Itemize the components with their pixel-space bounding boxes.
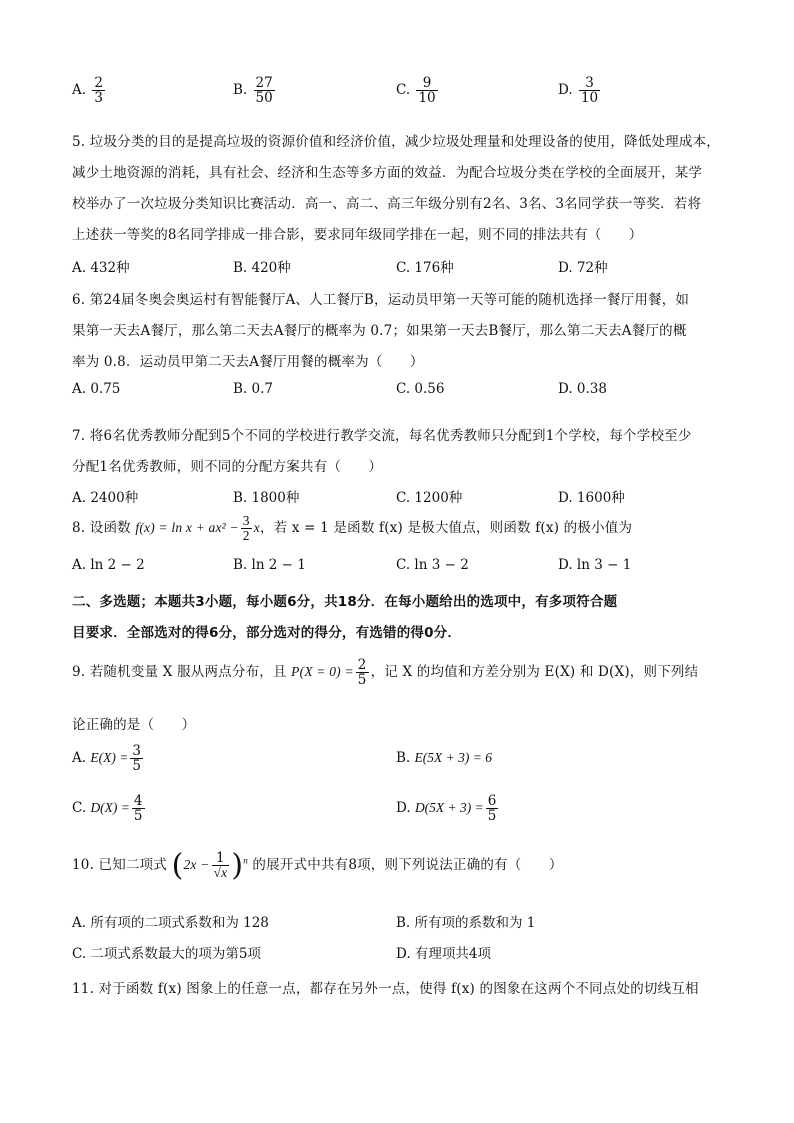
q9-option-a: A. E(X) = $\frac{3}{5}$ — [72, 743, 141, 775]
q6-option-a: A. 0.75 — [72, 381, 121, 397]
q11-line: 11. 对于函数 f(x) 图象上的任意一点，都存在另外一点，使得 f(x) 的图象在这两个不同点处的切线互相 — [72, 981, 699, 997]
q8-option-b: B. ln 2 − 1 — [233, 557, 306, 573]
q7-option-a: A. 2400种 — [72, 490, 139, 506]
section-2-line: 目要求．全部选对的得6分，部分选对的得分，有选错的得0分． — [72, 625, 462, 641]
q8-option-a: A. ln 2 − 2 — [72, 557, 145, 573]
q8-stem: 8. 设函数 f(x) = ln x + ax² − $\frac{3}{2}$ x，若 x = 1 是函数 f(x) 是极大值点，则函数 f(x) 的极小值为 — [72, 513, 633, 544]
q6-option-b: B. 0.7 — [233, 381, 273, 397]
q4-option-d: D. $\frac{3}{10}$ — [558, 75, 599, 107]
q9-stem-line2: 论正确的是（ ） — [72, 717, 196, 733]
q5-line: 校举办了一次垃圾分类知识比赛活动．高一、高二、高三年级分别有2名、3名、3名同学获一等奖．若将 — [72, 196, 702, 212]
q5-option-a: A. 432种 — [72, 260, 130, 276]
q5-line: 减少土地资源的消耗，具有社会、经济和生态等多方面的效益．为配合垃圾分类在学校的全面展开，某学 — [72, 165, 703, 181]
q7-line: 分配1名优秀教师，则不同的分配方案共有（ ） — [72, 459, 383, 475]
q6-option-d: D. 0.38 — [558, 381, 607, 397]
q8-option-d: D. ln 3 − 1 — [558, 557, 632, 573]
q10-option-a: A. 所有项的二项式系数和为 128 — [72, 915, 269, 931]
q6-line: 6. 第24届冬奥会奥运村有智能餐厅A、人工餐厅B，运动员甲第一天等可能的随机选择一餐厅用餐，如 — [72, 292, 690, 308]
q4-option-b: B. $\frac{27}{50}$ — [233, 75, 273, 107]
q5-option-d: D. 72种 — [558, 260, 608, 276]
q7-option-c: C. 1200种 — [396, 490, 463, 506]
q10-stem: 10. 已知二项式 (2x − $\frac{1}{√x}$ )$^n$ 的展开式中共有8项，则下列说法正确的有（ ） — [72, 848, 563, 883]
q4-option-a: A. $\frac{2}{3}$ — [72, 75, 103, 107]
q9-option-b: B. E(5X + 3) = 6 — [396, 750, 492, 766]
q10-option-c: C. 二项式系数最大的项为第5项 — [72, 946, 262, 962]
q4-option-c: C. $\frac{9}{10}$ — [396, 75, 436, 107]
q7-option-b: B. 1800种 — [233, 490, 300, 506]
q5-option-b: B. 420种 — [233, 260, 291, 276]
q5-line: 上述获一等奖的8名同学排成一排合影，要求同年级同学排在一起，则不同的排法共有（ ） — [72, 227, 643, 243]
q5-option-c: C. 176种 — [396, 260, 454, 276]
q7-option-d: D. 1600种 — [558, 490, 625, 506]
q6-line: 果第一天去A餐厅，那么第二天去A餐厅的概率为 0.7；如果第一天去B餐厅，那么第二天去A餐厅的概 — [72, 323, 687, 339]
q6-option-c: C. 0.56 — [396, 381, 445, 397]
q6-line: 率为 0.8．运动员甲第二天去A餐厅用餐的概率为（ ） — [72, 354, 424, 370]
q5-line: 5. 垃圾分类的目的是提高垃圾的资源价值和经济价值，减少垃圾处理量和处理设备的使用，降低处理成本， — [72, 134, 720, 150]
section-2-line: 二、多选题；本题共3小题，每小题6分，共18分．在每小题给出的选项中，有多项符合题 — [72, 594, 618, 610]
q10-option-b: B. 所有项的系数和为 1 — [396, 915, 536, 931]
q9-option-c: C. D(X) = $\frac{4}{5}$ — [72, 793, 143, 825]
q10-option-d: D. 有理项共4项 — [396, 946, 492, 962]
q9-stem: 9. 若随机变量 X 服从两点分布，且 P(X = 0) = $\frac{2}{5}$ ，记 X 的均值和方差分别为 E(X) 和 D(X)，则下列结 — [72, 657, 699, 689]
q9-option-d: D. D(5X + 3) = $\frac{6}{5}$ — [396, 793, 497, 825]
q8-option-c: C. ln 3 − 2 — [396, 557, 469, 573]
q7-line: 7. 将6名优秀教师分配到5个不同的学校进行教学交流，每名优秀教师只分配到1个学校，每个学校至少 — [72, 428, 692, 444]
